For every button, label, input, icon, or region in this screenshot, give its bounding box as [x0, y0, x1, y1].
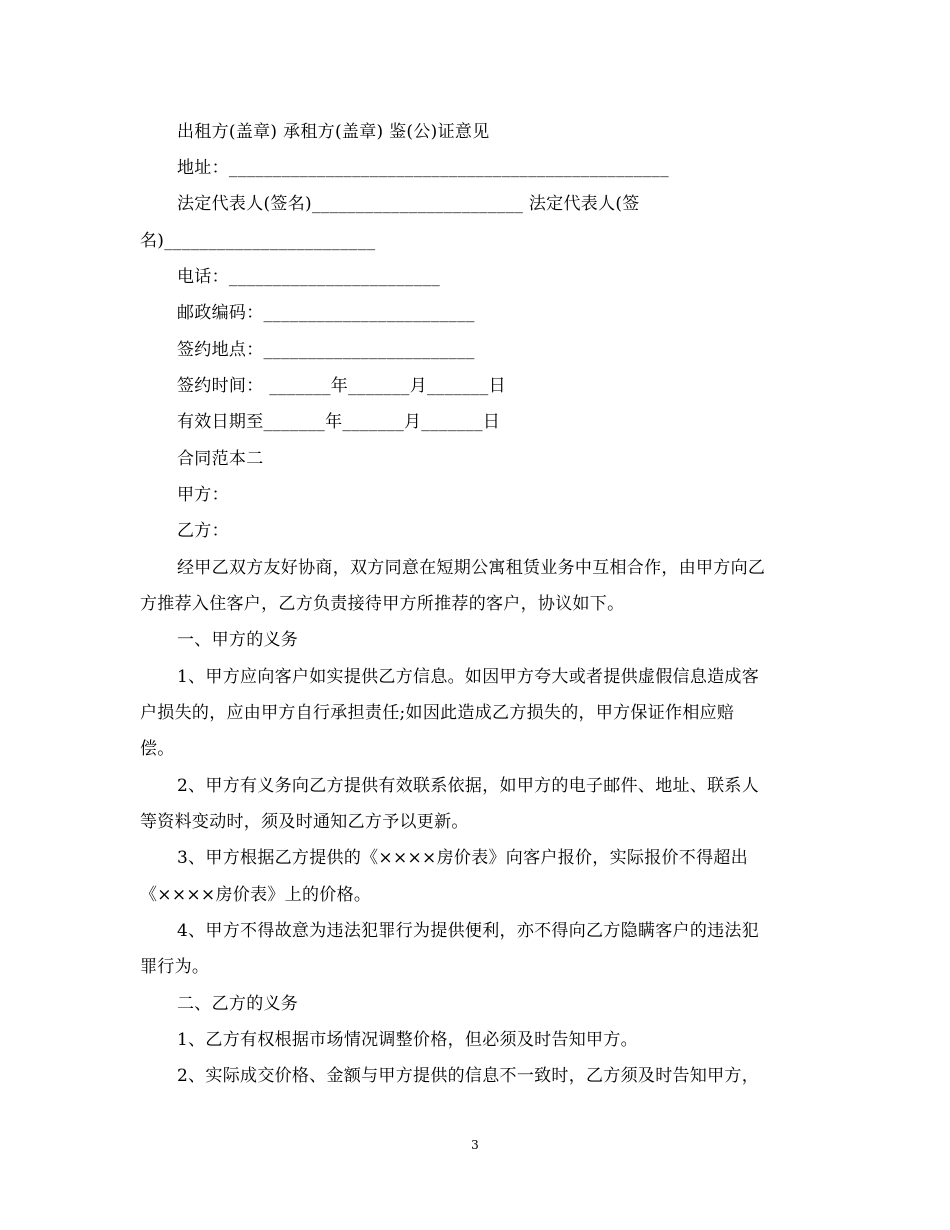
page-number: 3 — [471, 1138, 479, 1152]
party-a-duty-1-line-2: 户损失的，应由甲方自行承担责任;如因此造成乙方损失的，甲方保证作相应赔 — [140, 703, 735, 723]
legal-representative-line: 法定代表人(签名)________________________ 法定代表人(签 — [177, 194, 640, 214]
contract-template-two-heading: 合同范本二 — [177, 449, 264, 469]
party-b-duties-heading: 二、乙方的义务 — [177, 994, 299, 1014]
party-b-duty-2-line-1: 2、实际成交价格、金额与甲方提供的信息不一致时，乙方须及时告知甲方， — [177, 1066, 760, 1086]
signing-place-line: 签约地点：________________________ — [177, 340, 475, 360]
address-line: 地址：__________________________________________________ — [177, 158, 669, 178]
party-b-line: 乙方： — [177, 521, 229, 541]
party-a-duty-4-line-2: 罪行为。 — [140, 957, 210, 977]
party-b-duty-1: 1、乙方有权根据市场情况调整价格，但必须及时告知甲方。 — [177, 1030, 638, 1050]
signature-parties-line: 出租方(盖章) 承租方(盖章) 鉴(公)证意见 — [177, 122, 490, 142]
legal-representative-line-continued: 名)________________________ — [140, 231, 376, 251]
party-a-duty-1-line-1: 1、甲方应向客户如实提供乙方信息。如因甲方夸大或者提供虚假信息造成客 — [177, 667, 760, 687]
party-a-duty-1-line-3: 偿。 — [140, 739, 175, 759]
valid-until-line: 有效日期至_______年_______月_______日 — [177, 412, 501, 432]
phone-line: 电话：________________________ — [177, 267, 441, 287]
party-a-duty-3-line-1: 3、甲方根据乙方提供的《××××房价表》向客户报价，实际报价不得超出 — [177, 848, 748, 868]
party-a-duty-2-line-2: 等资料变动时，须及时通知乙方予以更新。 — [140, 812, 469, 832]
party-a-duty-4-line-1: 4、甲方不得故意为违法犯罪行为提供便利，亦不得向乙方隐瞒客户的违法犯 — [177, 921, 760, 941]
intro-paragraph-line-1: 经甲乙双方友好协商，双方同意在短期公寓租赁业务中互相合作，由甲方向乙 — [177, 558, 766, 578]
party-a-line: 甲方： — [177, 485, 229, 505]
postal-code-line: 邮政编码：________________________ — [177, 303, 475, 323]
intro-paragraph-line-2: 方推荐入住客户，乙方负责接待甲方所推荐的客户，协议如下。 — [140, 594, 625, 614]
signing-date-line: 签约时间： _______年_______月_______日 — [177, 376, 506, 396]
party-a-duty-2-line-1: 2、甲方有义务向乙方提供有效联系依据，如甲方的电子邮件、地址、联系人 — [177, 776, 760, 796]
party-a-duty-3-line-2: 《××××房价表》上的价格。 — [140, 885, 372, 905]
party-a-duties-heading: 一、甲方的义务 — [177, 630, 299, 650]
